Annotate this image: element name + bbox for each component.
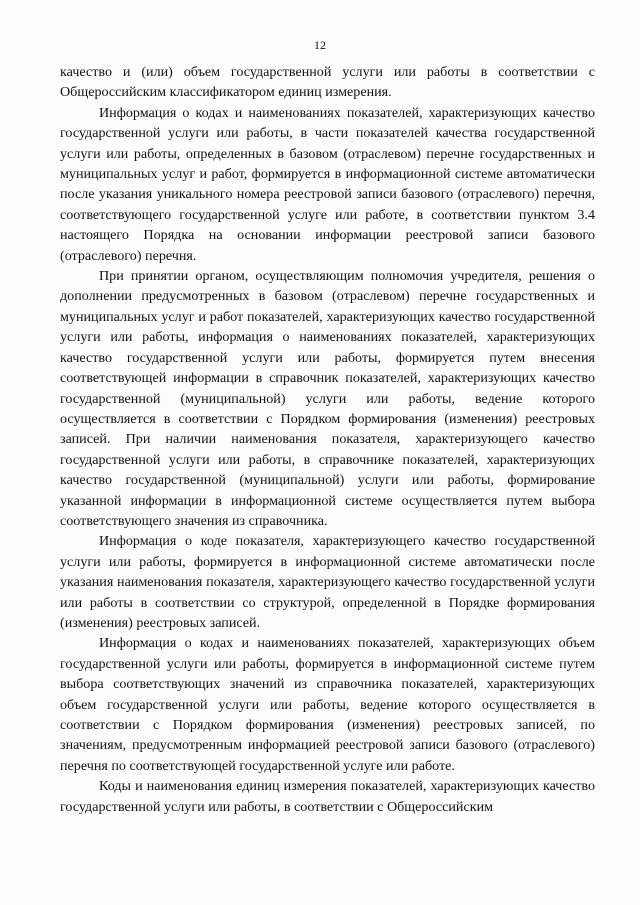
paragraph-volume-indicator-codes: Информация о кодах и наименованиях показателей, характеризующих объем государственной услуги или работы, формируется в информационной системе путем выбора соответствующих значений из справочника показателей, характеризующих объем государственной услуги или работы, ведение которого осуществляется в соответствии с Порядком формирования (изменения) реестровых записей, по значениям, предусмотренным информацией реестровой записи базового (отраслевого) перечня по соответствующей государственной услуге или работе. xyxy=(60,635,595,774)
paragraph-continuation: качество и (или) объем государственной услуги или работы в соответствии с Общероссийским классификатором единиц измерения. xyxy=(60,64,595,101)
paragraph-quality-indicator-codes: Информация о кодах и наименованиях показателей, характеризующих качество государственной услуги или работы, в части показателей качества государственной услуги или работы, определенных в базовом (отраслевом) перечне государственных и муниципальных услуг и работ, формируется в информационной системе автоматически после указания уникального номера реестровой записи базового (отраслевого) перечня, соответствующего государственной услуге или работе, в соответствии пунктом 3.4 настоящего Порядка на основании информации реестровой записи базового (отраслевого) перечня. xyxy=(60,104,595,264)
page-number: 12 xyxy=(314,38,326,52)
paragraph-measurement-units: Коды и наименования единиц измерения показателей, характеризующих качество государственной услуги или работы, в соответствии с Общероссийским xyxy=(60,778,595,815)
document-body xyxy=(60,62,595,817)
paragraph-indicator-code-info: Информация о коде показателя, характеризующего качество государственной услуги или работы, формируется в информационной системе автоматически после указания наименования показателя, характеризующего качество государственной услуги или работы в соответствии со структурой, определенной в Порядке формирования (изменения) реестровых записей. xyxy=(60,533,595,631)
paragraph-founder-decision: При принятии органом, осуществляющим полномочия учредителя, решения о дополнении предусмотренных в базовом (отраслевом) перечне государственных и муниципальных услуг и работ показателей, характеризующих качество государственной услуги или работы, информация о наименованиях показателей, характеризующих качество государственной услуги или работы, формируется путем внесения соответствующей информации в справочник показателей, характеризующих качество государственной (муниципальной) услуги или работы, ведение которого осуществляется в соответствии с Порядком формирования (изменения) реестровых записей. При наличии наименования показателя, характеризующего качество государственной услуги или работы, в справочнике показателей, характеризующих качество государственной (муниципальной) услуги или работы, формирование указанной информации в информационной системе осуществляется путем выбора соответствующего значения из справочника. xyxy=(60,268,595,529)
